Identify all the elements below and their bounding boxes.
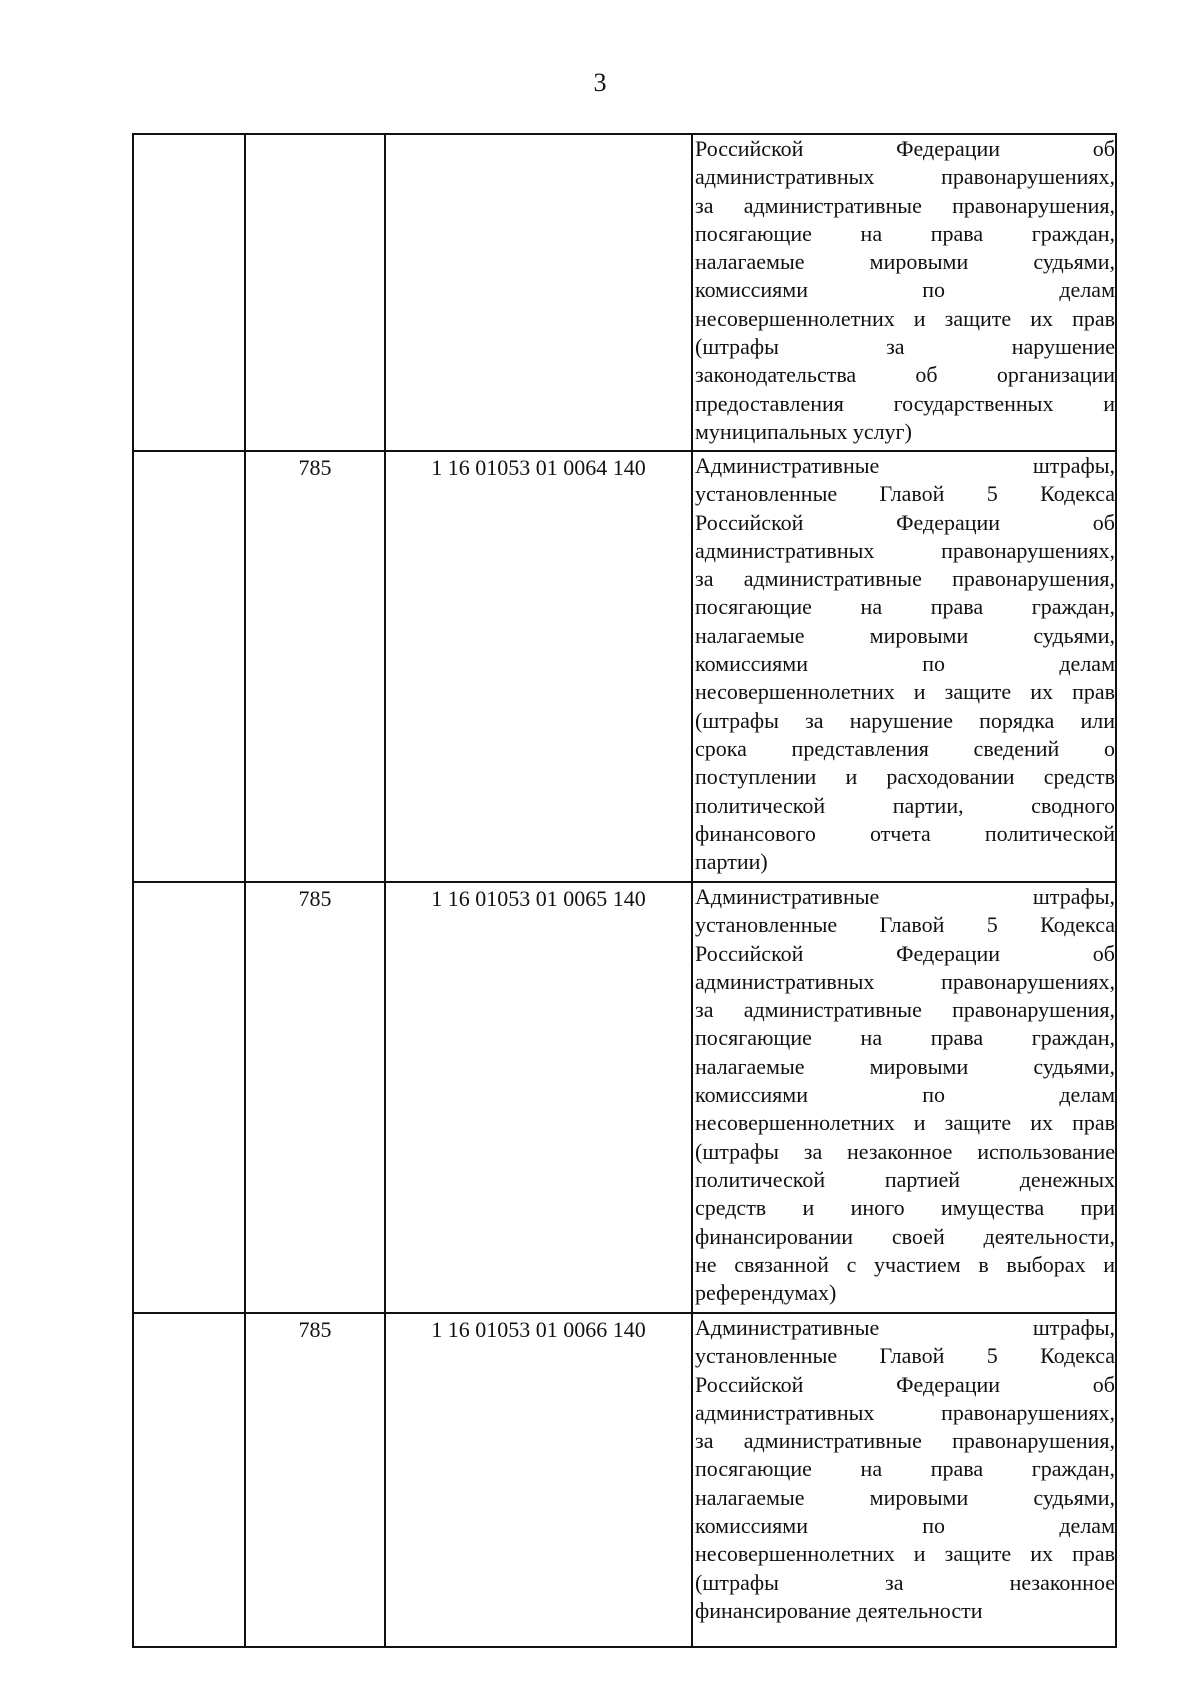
description-line: Административные штрафы, [695,453,1115,478]
description-line: муниципальных услуг) [695,418,912,444]
description-line: несовершеннолетних и защите их прав [695,679,1115,705]
description-cell [692,1313,1116,1647]
description-line: политической партией денежных [695,1166,1115,1192]
description-cell [692,882,1116,1313]
budget-code-table [132,133,1117,1648]
description-line: срока представления сведений о [695,735,1115,761]
description-line: посягающие на права граждан, [695,220,1115,246]
description-line: комиссиями по делам [695,277,1115,303]
empty-cell [133,134,245,451]
description-line: административных правонарушениях, [695,164,1115,190]
description-line: финансировании своей деятельности, [695,1223,1115,1249]
admin-code-cell: 785 [245,882,385,1313]
table-row [133,882,1116,1313]
description-line: Российской Федерации об [695,940,1115,966]
description-line: за административные правонарушения, [695,997,1115,1023]
description-line: Российской Федерации об [695,1371,1115,1397]
empty-cell [133,882,245,1313]
description-line: за административные правонарушения, [695,192,1115,218]
description-line: Российской Федерации об [695,509,1115,535]
description-line: политической партии, сводного [695,792,1115,818]
table-row [133,451,1116,882]
description-line: предоставления государственных и [695,390,1115,416]
description-line: посягающие на права граждан, [695,594,1115,620]
description-cell [692,451,1116,882]
description-line: установленные Главой 5 Кодекса [695,912,1115,938]
description-line: референдумах) [695,1280,837,1306]
description-line: установленные Главой 5 Кодекса [695,1343,1115,1369]
description-line: (штрафы за незаконное использование [695,1138,1115,1164]
budget-code-cell: 1 16 01053 01 0065 140 [385,882,692,1313]
description-line: налагаемые мировыми судьями, [695,249,1115,275]
description-line: налагаемые мировыми судьями, [695,1053,1115,1079]
admin-code-cell: 785 [245,1313,385,1647]
admin-code-cell: 785 [245,451,385,882]
description-line: (штрафы за незаконное [695,1569,1115,1595]
description-line: (штрафы за нарушение порядка или [695,707,1115,733]
description-line: посягающие на права граждан, [695,1025,1115,1051]
description-cell [692,134,1116,451]
description-line: законодательства об организации [695,362,1115,388]
description-line: не связанной с участием в выборах и [695,1251,1115,1277]
empty-cell [133,451,245,882]
description-line: несовершеннолетних и защите их прав [695,305,1115,331]
empty-cell [133,1313,245,1647]
description-line: (штрафы за нарушение [695,334,1115,360]
page-number: 3 [593,68,607,97]
budget-code-cell: 1 16 01053 01 0066 140 [385,1313,692,1647]
table-row [133,1313,1116,1647]
description-line: налагаемые мировыми судьями, [695,622,1115,648]
description-line: партии) [695,849,768,875]
budget-code-cell [385,134,692,451]
description-line: средств и иного имущества при [695,1195,1115,1221]
description-line: комиссиями по делам [695,1082,1115,1108]
description-line: несовершеннолетних и защите их прав [695,1110,1115,1136]
description-line: за административные правонарушения, [695,1428,1115,1454]
description-line: Административные штрафы, [695,1315,1115,1340]
description-line: за административные правонарушения, [695,566,1115,592]
description-line: установленные Главой 5 Кодекса [695,481,1115,507]
table-row [133,134,1116,451]
description-line: финансового отчета политической [695,820,1115,846]
description-line: административных правонарушениях, [695,537,1115,563]
description-line: Российской Федерации об [695,136,1115,161]
description-line: комиссиями по делам [695,1513,1115,1539]
description-line: административных правонарушениях, [695,1399,1115,1425]
description-line: налагаемые мировыми судьями, [695,1484,1115,1510]
description-line: комиссиями по делам [695,651,1115,677]
description-line: административных правонарушениях, [695,968,1115,994]
description-line: посягающие на права граждан, [695,1456,1115,1482]
description-line: финансирование деятельности [695,1597,983,1623]
description-line: Административные штрафы, [695,884,1115,909]
budget-code-cell: 1 16 01053 01 0064 140 [385,451,692,882]
description-line: поступлении и расходовании средств [695,764,1115,790]
admin-code-cell [245,134,385,451]
description-line: несовершеннолетних и защите их прав [695,1541,1115,1567]
